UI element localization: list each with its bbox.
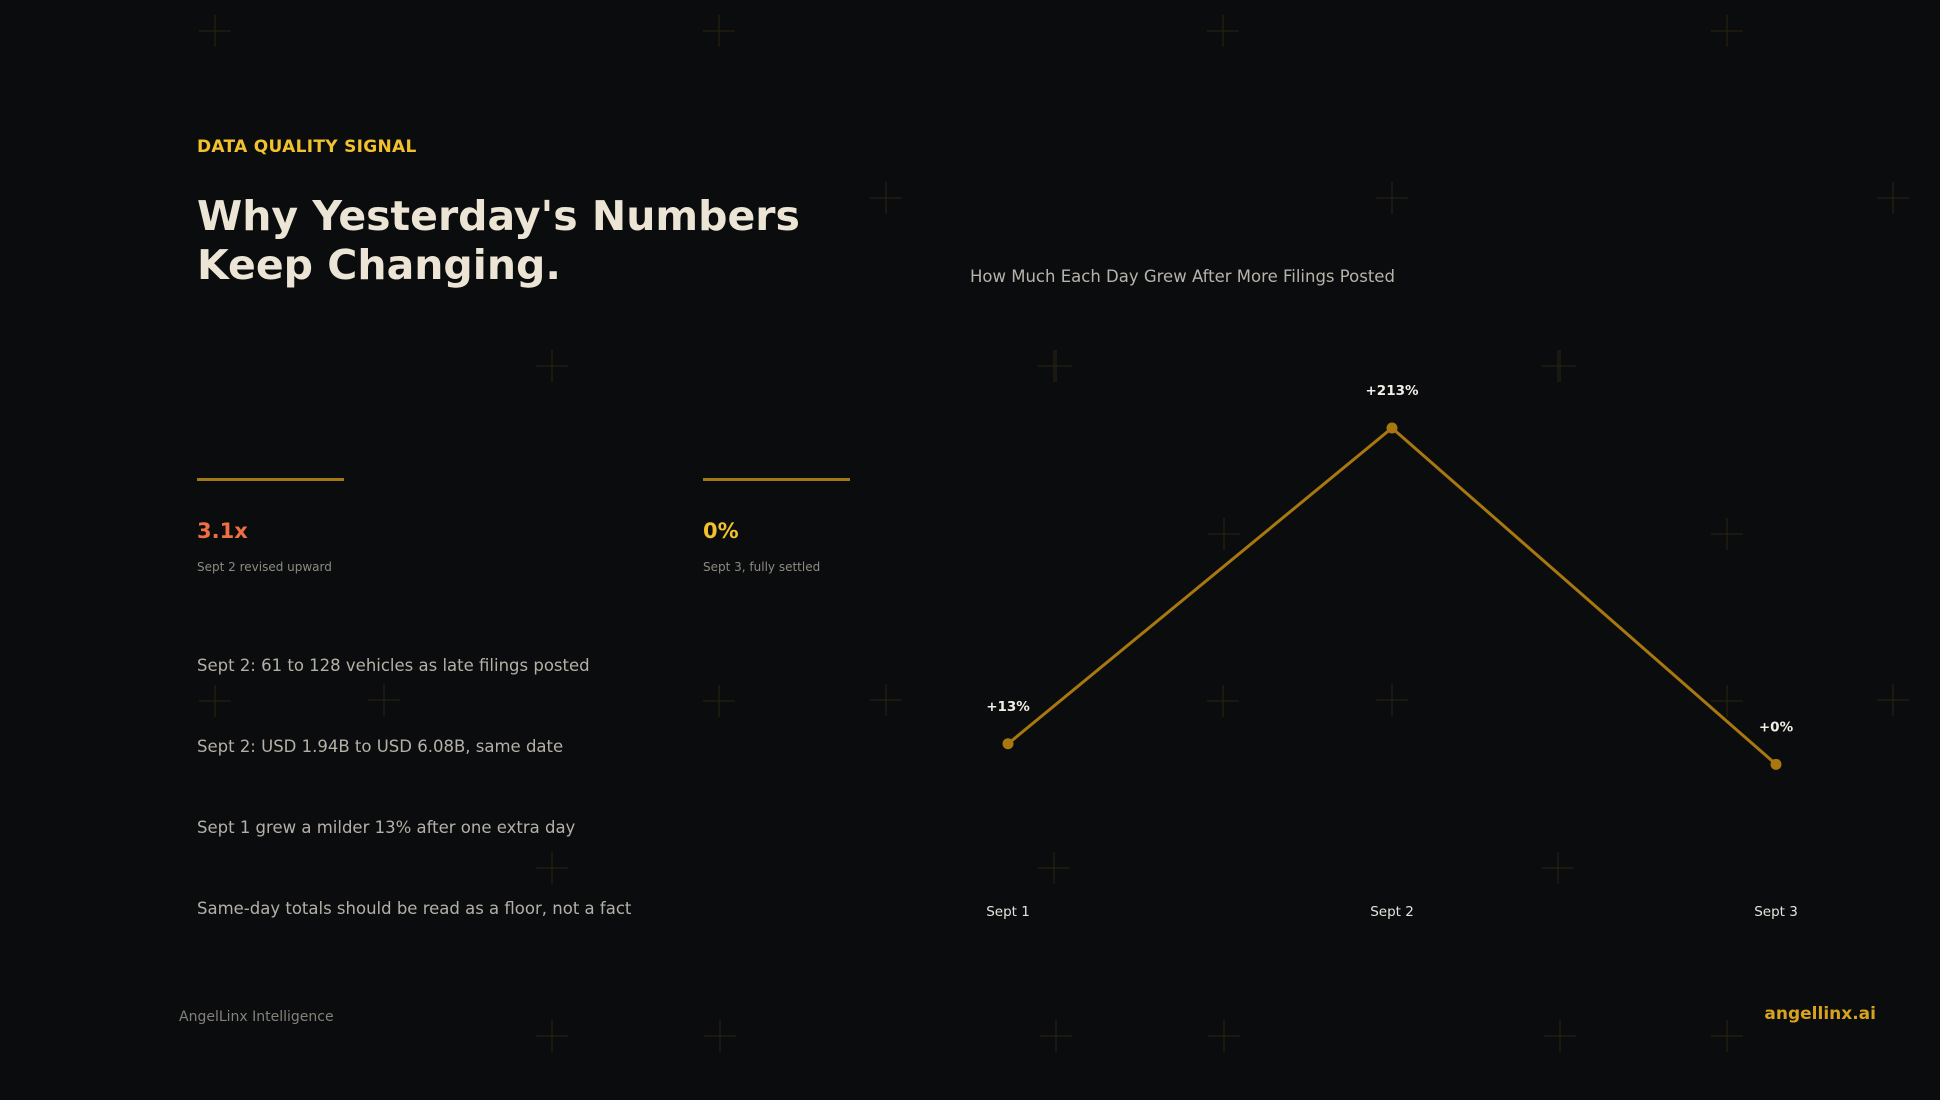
- insight-item: Sept 2: USD 1.94B to USD 6.08B, same date: [197, 737, 564, 756]
- page-title-line-1: Why Yesterday's Numbers: [197, 192, 800, 240]
- data-point: [1003, 738, 1014, 749]
- footer-url-link[interactable]: angellinx.ai: [1764, 1004, 1876, 1024]
- stat-caption: Sept 3, fully settled: [703, 560, 821, 574]
- section-eyebrow: DATA QUALITY SIGNAL: [197, 137, 417, 157]
- data-label: +0%: [1758, 719, 1794, 736]
- insight-item: Same-day totals should be read as a floor, not a fact: [197, 899, 632, 918]
- x-tick-label: Sept 3: [1754, 904, 1798, 920]
- data-point: [1387, 423, 1398, 434]
- x-tick-label: Sept 2: [1370, 904, 1414, 920]
- data-point: [1771, 759, 1782, 770]
- stat-value: 0%: [703, 519, 739, 543]
- data-label: +13%: [986, 698, 1030, 715]
- series-line: [1008, 428, 1776, 764]
- footer-brand: AngelLinx Intelligence: [179, 1009, 334, 1025]
- data-label: +213%: [1365, 383, 1419, 399]
- insight-item: Sept 1 grew a milder 13% after one extra day: [197, 818, 576, 837]
- x-tick-label: Sept 1: [986, 904, 1030, 920]
- insight-item: Sept 2: 61 to 128 vehicles as late filings posted: [197, 656, 590, 675]
- stat-caption: Sept 2 revised upward: [197, 560, 332, 574]
- page-title-line-2: Keep Changing.: [197, 241, 561, 289]
- stat-value: 3.1x: [197, 519, 248, 543]
- chart-title: How Much Each Day Grew After More Filings Posted: [970, 267, 1395, 286]
